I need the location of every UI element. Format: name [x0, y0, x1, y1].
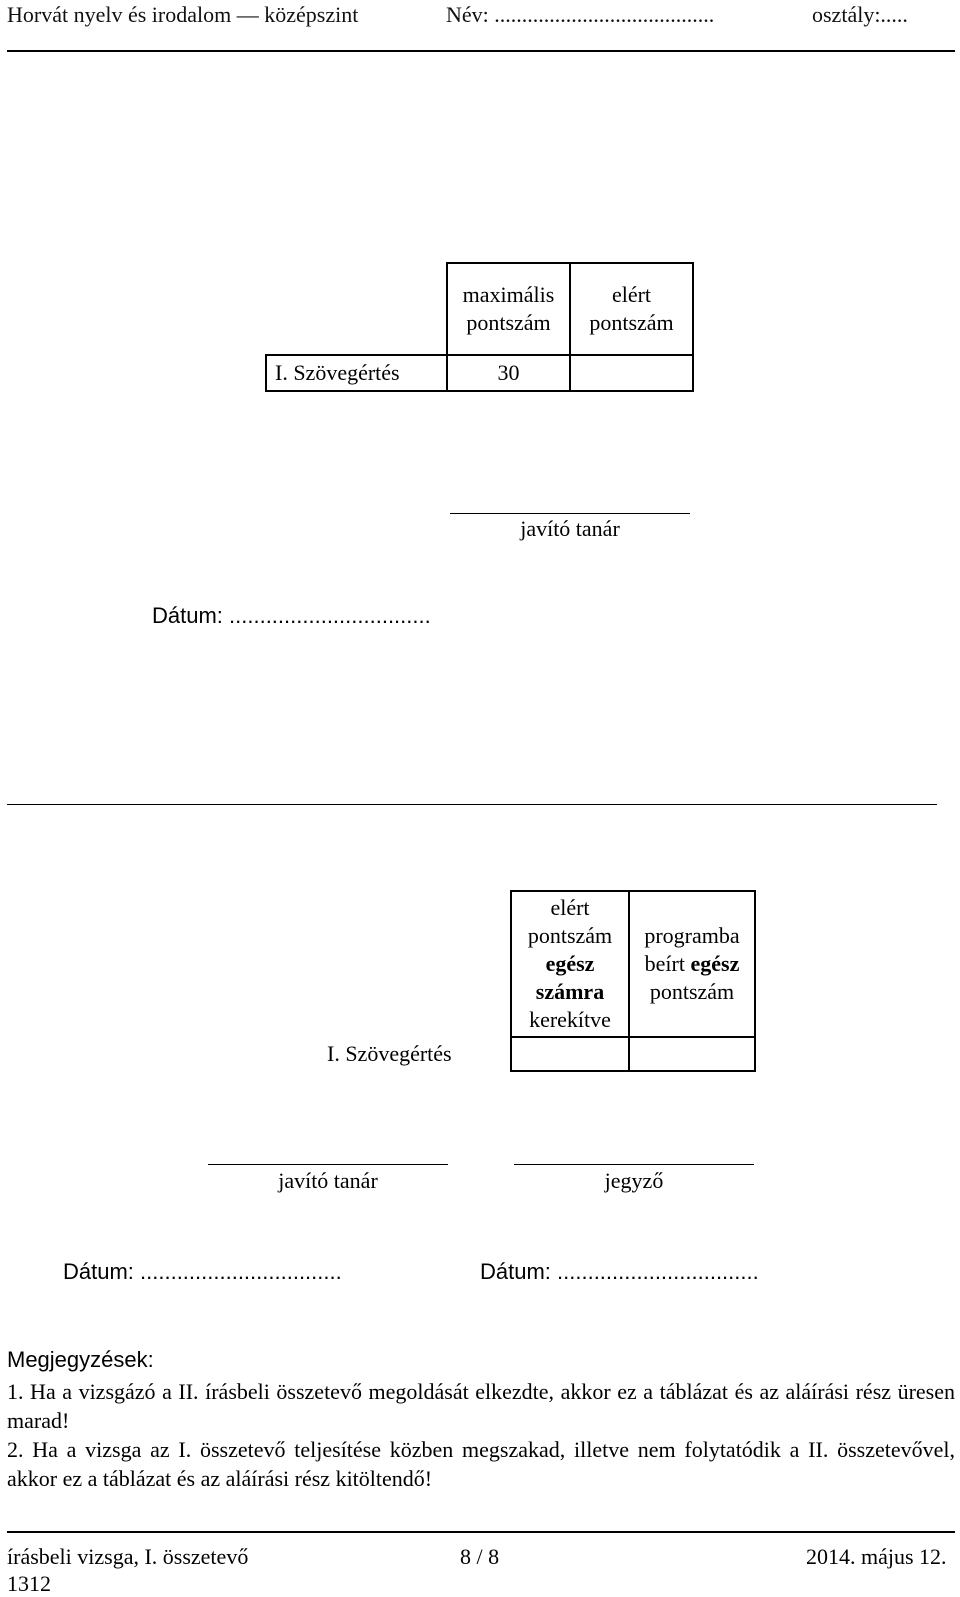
- note-1: 1. Ha a vizsgázó a II. írásbeli összetevő megoldását elkezdte, akkor ez a táblázat és az aláírási rész üresen marad!: [7, 1379, 955, 1433]
- footer-page-number: 8 / 8: [460, 1544, 500, 1569]
- footer-exam-label: írásbeli vizsga, I. összetevő: [7, 1544, 249, 1569]
- notary-label: jegyző: [604, 1168, 664, 1193]
- footer-date: 2014. május 12.: [806, 1544, 947, 1569]
- table2-col1-part2: kerekítve: [529, 1007, 611, 1032]
- table2-col1-part1: elért pontszám: [527, 895, 613, 948]
- teacher-signature-line-1[interactable]: [450, 513, 690, 514]
- table2-col2-part1: programba beírt: [644, 923, 740, 976]
- name-field[interactable]: Név: ........................................: [446, 2, 715, 27]
- date-field-2[interactable]: Dátum: .................................: [63, 1259, 342, 1284]
- table2-col-program: [629, 891, 755, 1037]
- class-field[interactable]: osztály:.....: [812, 2, 908, 27]
- table1-row-label: I. Szövegértés: [266, 355, 447, 391]
- date-field-1[interactable]: Dátum: .................................: [152, 603, 431, 628]
- table2-col2-bold: egész: [690, 951, 740, 976]
- table2-row-val2[interactable]: [629, 1037, 755, 1071]
- header-rule: [7, 50, 955, 52]
- table1-col-max: maximális pontszám: [447, 263, 570, 355]
- table2-col2-part2: pontszám: [649, 979, 735, 1004]
- teacher-signature-line-2[interactable]: [208, 1164, 448, 1165]
- section-separator: [7, 804, 937, 805]
- exam-subject: Horvát nyelv és irodalom — középszint: [7, 2, 359, 27]
- table1-col-earned: elért pontszám: [570, 263, 693, 355]
- table2-col-rounded: [511, 891, 629, 1037]
- footer-code: 1312: [7, 1571, 51, 1596]
- table2-row-label: I. Szövegértés: [325, 1037, 511, 1071]
- footer-rule: [7, 1531, 955, 1533]
- notes-title: Megjegyzések:: [7, 1347, 154, 1372]
- note-2: 2. Ha a vizsga az I. összetevő teljesítése közben megszakad, illetve nem folytatódik a II. összetevővel, akkor ez a táblázat és az aláírási rész kitöltendő!: [7, 1437, 955, 1491]
- table2-corner: [325, 891, 511, 1037]
- score-table-1: [265, 262, 694, 392]
- table2-row-val1[interactable]: [511, 1037, 629, 1071]
- teacher-label-2: javító tanár: [278, 1168, 378, 1193]
- notary-signature-line[interactable]: [514, 1164, 754, 1165]
- table2-col1-bold: egész számra: [535, 951, 605, 1004]
- teacher-label-1: javító tanár: [520, 516, 620, 541]
- table1-row-earned[interactable]: [570, 355, 693, 391]
- score-table-2: [325, 890, 756, 1072]
- date-field-3[interactable]: Dátum: .................................: [480, 1259, 759, 1284]
- notes-block: [7, 1345, 955, 1493]
- table1-corner: [266, 263, 447, 355]
- table1-row-max: 30: [447, 355, 570, 391]
